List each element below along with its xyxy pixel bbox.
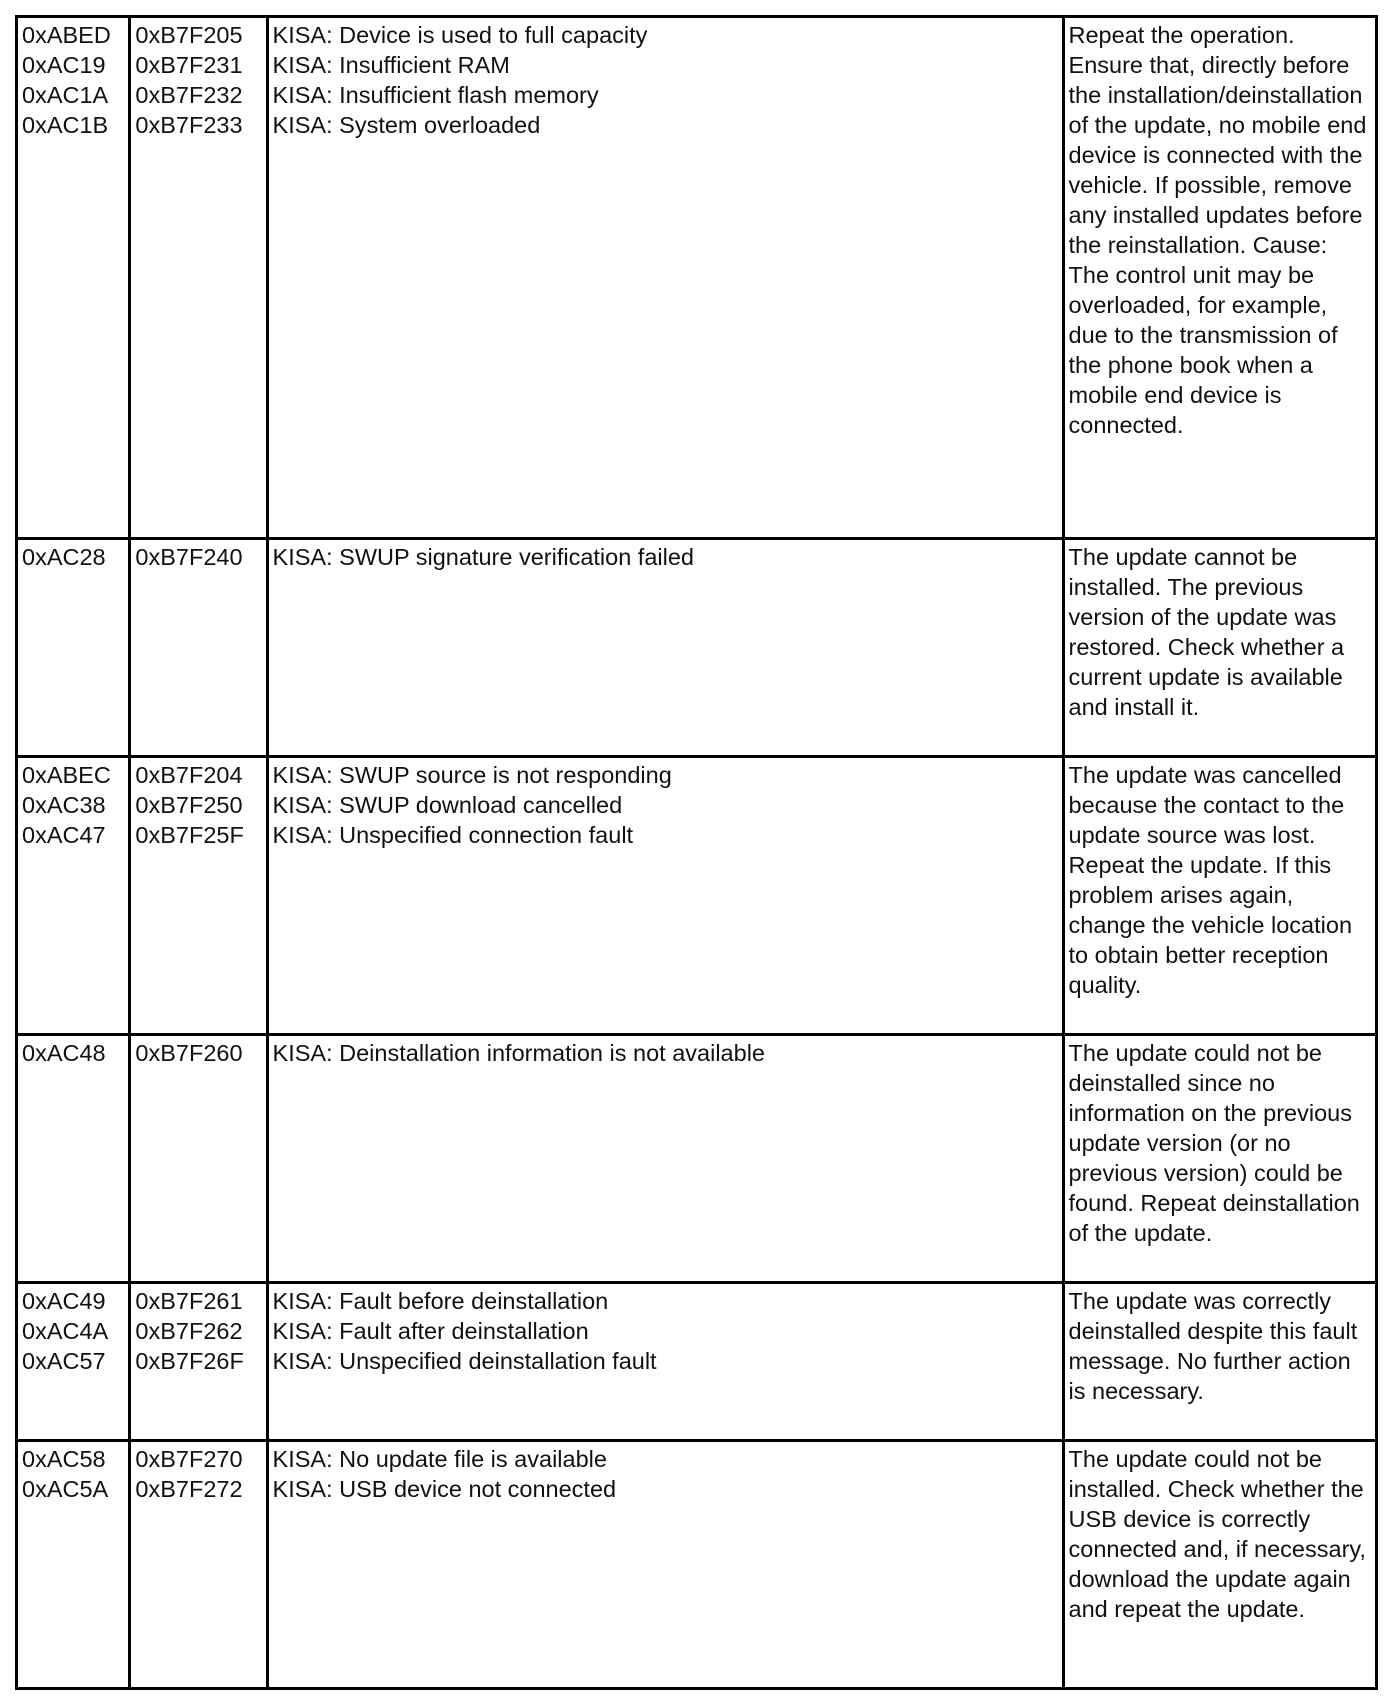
remedy-cell xyxy=(1063,757,1376,1035)
dtc-code: 0xB7F204 xyxy=(135,762,243,788)
fault-description: KISA: Unspecified connection fault xyxy=(272,822,634,848)
fault-description: KISA: No update file is available xyxy=(272,1446,607,1472)
dtc-code-cell xyxy=(130,1441,267,1689)
dtc-code: 0xB7F261 xyxy=(135,1288,243,1314)
table-row xyxy=(17,1441,1377,1689)
dtc-code: 0xB7F232 xyxy=(135,82,243,108)
remedy-cell xyxy=(1063,1283,1376,1441)
fault-description: KISA: SWUP signature verification failed xyxy=(272,544,694,570)
dtc-code-cell xyxy=(130,1035,267,1283)
description-cell xyxy=(267,17,1063,539)
remedy-text: The update could not be installed. Check whether the USB device is correctly connected and, if necessary, download the update again and repeat the update. xyxy=(1068,1446,1366,1622)
fault-description: KISA: USB device not connected xyxy=(272,1476,617,1502)
dtc-code: 0xB7F231 xyxy=(135,52,243,78)
fault-code: 0xAC49 xyxy=(22,1288,106,1314)
fault-description: KISA: Insufficient flash memory xyxy=(272,82,599,108)
fault-description: KISA: Insufficient RAM xyxy=(272,52,510,78)
fault-description: KISA: System overloaded xyxy=(272,112,541,138)
fault-description: KISA: Deinstallation information is not available xyxy=(272,1040,765,1066)
fault-code-table xyxy=(15,15,1378,1690)
dtc-code: 0xB7F205 xyxy=(135,22,243,48)
fault-code: 0xABED xyxy=(22,22,111,48)
remedy-cell xyxy=(1063,1035,1376,1283)
fault-code-cell xyxy=(17,17,130,539)
dtc-code: 0xB7F25F xyxy=(135,822,244,848)
remedy-text: Repeat the operation. Ensure that, directly before the installation/deinstallation of the update, no mobile end device is connected with the vehicle. If possible, remove any installed updates before the reinstallation. Cause: The control unit may be overloaded, for example, due to the transmission of the phone book when a mobile end device is connected. xyxy=(1068,22,1367,438)
fault-code: 0xAC47 xyxy=(22,822,106,848)
remedy-cell xyxy=(1063,539,1376,757)
dtc-code: 0xB7F272 xyxy=(135,1476,243,1502)
fault-description: KISA: SWUP download cancelled xyxy=(272,792,623,818)
dtc-code: 0xB7F233 xyxy=(135,112,243,138)
dtc-code: 0xB7F26F xyxy=(135,1348,244,1374)
description-cell xyxy=(267,1441,1063,1689)
table-row xyxy=(17,1035,1377,1283)
fault-code: 0xAC58 xyxy=(22,1446,106,1472)
remedy-text: The update cannot be installed. The previous version of the update was restored. Check whether a current update is available and install it. xyxy=(1068,544,1345,720)
table-row xyxy=(17,757,1377,1035)
fault-code: 0xABEC xyxy=(22,762,111,788)
table-row xyxy=(17,17,1377,539)
table-row xyxy=(17,1283,1377,1441)
remedy-text: The update could not be deinstalled since no information on the previous update version (or no previous version) could be found. Repeat deinstallation of the update. xyxy=(1068,1040,1360,1246)
fault-code: 0xAC48 xyxy=(22,1040,106,1066)
fault-description: KISA: Fault before deinstallation xyxy=(272,1288,609,1314)
remedy-text: The update was cancelled because the contact to the update source was lost. Repeat the update. If this problem arises again, change the vehicle location to obtain better reception quality. xyxy=(1068,762,1353,998)
dtc-code: 0xB7F250 xyxy=(135,792,243,818)
fault-code: 0xAC5A xyxy=(22,1476,109,1502)
fault-code-cell xyxy=(17,1283,130,1441)
description-cell xyxy=(267,539,1063,757)
fault-code: 0xAC1B xyxy=(22,112,109,138)
dtc-code-cell xyxy=(130,539,267,757)
fault-code-cell xyxy=(17,1035,130,1283)
fault-code-table-page xyxy=(15,15,1378,1690)
dtc-code: 0xB7F262 xyxy=(135,1318,243,1344)
description-cell xyxy=(267,757,1063,1035)
dtc-code-cell xyxy=(130,757,267,1035)
dtc-code: 0xB7F270 xyxy=(135,1446,243,1472)
fault-code: 0xAC38 xyxy=(22,792,106,818)
description-cell xyxy=(267,1283,1063,1441)
fault-description: KISA: Unspecified deinstallation fault xyxy=(272,1348,657,1374)
fault-description: KISA: Fault after deinstallation xyxy=(272,1318,589,1344)
dtc-code-cell xyxy=(130,1283,267,1441)
dtc-code: 0xB7F260 xyxy=(135,1040,243,1066)
fault-code-cell xyxy=(17,757,130,1035)
fault-code-cell xyxy=(17,539,130,757)
fault-code: 0xAC57 xyxy=(22,1348,106,1374)
remedy-cell xyxy=(1063,17,1376,539)
fault-code-cell xyxy=(17,1441,130,1689)
fault-code: 0xAC19 xyxy=(22,52,106,78)
dtc-code: 0xB7F240 xyxy=(135,544,243,570)
fault-code: 0xAC4A xyxy=(22,1318,109,1344)
description-cell xyxy=(267,1035,1063,1283)
fault-description: KISA: SWUP source is not responding xyxy=(272,762,672,788)
table-row xyxy=(17,539,1377,757)
remedy-cell xyxy=(1063,1441,1376,1689)
fault-code: 0xAC1A xyxy=(22,82,109,108)
fault-code: 0xAC28 xyxy=(22,544,106,570)
dtc-code-cell xyxy=(130,17,267,539)
fault-description: KISA: Device is used to full capacity xyxy=(272,22,648,48)
remedy-text: The update was correctly deinstalled despite this fault message. No further action is necessary. xyxy=(1068,1288,1358,1404)
